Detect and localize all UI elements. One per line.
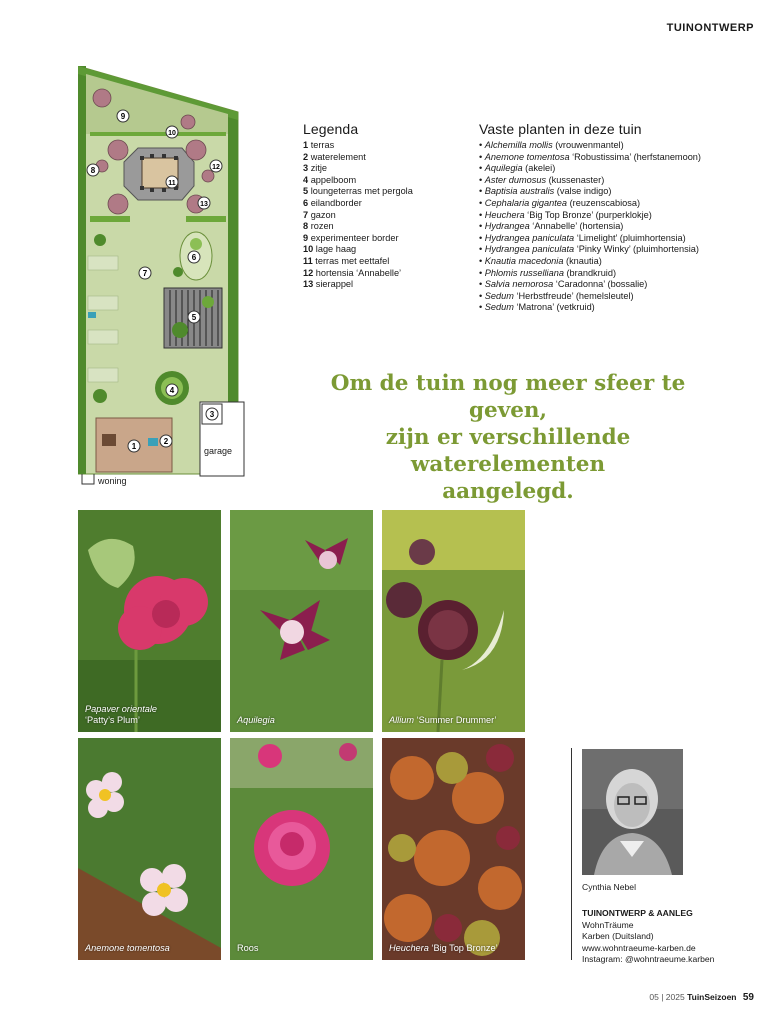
legend-item: 13 sierappel (303, 279, 354, 290)
plan-marker-6 (188, 251, 200, 263)
garden-plan (78, 66, 248, 486)
photo-heuchera (382, 738, 525, 960)
legend-item: 8 rozen (303, 221, 334, 232)
designer-portrait (582, 749, 683, 875)
footer-magazine: TuinSeizoen (687, 992, 737, 1002)
woning-label: woning (98, 476, 127, 486)
legend-item: 1 terras (303, 140, 335, 150)
plan-marker-13 (198, 197, 210, 209)
footer-issue: 05 | 2025 (649, 992, 685, 1002)
plan-marker-3 (206, 408, 218, 420)
svg-text:12: 12 (212, 164, 220, 171)
legend-item: 4 appelboom (303, 174, 357, 185)
plan-marker-8 (87, 164, 99, 176)
svg-text:7: 7 (142, 269, 148, 278)
photo-caption: Anemone tomentosa (85, 943, 170, 953)
plan-marker-5 (188, 311, 200, 323)
svg-text:1: 1 (131, 442, 137, 451)
allium-photo-image (382, 510, 525, 732)
photo-caption: Papaver orientale ‘Patty’s Plum’ (85, 704, 158, 725)
designer-company: WohnTräume (582, 919, 634, 930)
plant-item: • Hydrangea paniculata ‘Limelight’ (pluimhortensia) (479, 232, 686, 243)
heuchera-photo-image (382, 738, 525, 960)
plant-item: • Hydrangea ‘Annabelle’ (hortensia) (479, 221, 624, 232)
svg-text:9: 9 (120, 112, 126, 121)
anemone-photo-image (78, 738, 221, 960)
legend-item: 3 zitje (303, 163, 328, 174)
garden-plan-drawing (78, 66, 248, 486)
plant-item: • Aster dumosus (kussenaster) (479, 174, 605, 185)
designer-instagram[interactable]: Instagram: @wohntraeume.karben (582, 954, 715, 964)
svg-text:2: 2 (163, 437, 169, 446)
svg-text:13: 13 (200, 201, 208, 208)
photo-roos (230, 738, 373, 960)
aquilegia-photo-image (230, 510, 373, 732)
designer-location: Karben (Duitsland) (582, 931, 654, 941)
photo-allium (382, 510, 525, 732)
plan-marker-4 (166, 384, 178, 396)
papaver-photo-image (78, 510, 221, 732)
plants-title: Vaste planten in deze tuin (479, 121, 642, 137)
svg-text:11: 11 (168, 180, 176, 187)
plant-item: • Phlomis russelliana (brandkruid) (479, 267, 617, 278)
plan-marker-1 (128, 440, 140, 452)
designer-website[interactable]: www.wohntraeume-karben.de (582, 942, 696, 953)
svg-text:4: 4 (169, 386, 175, 395)
legend-item: 11 terras met eettafel (303, 255, 390, 266)
pull-quote-line: Om de tuin nog meer sfeer te geven, (330, 371, 686, 423)
pull-quote-line: aangelegd. (442, 479, 574, 504)
plan-marker-11 (166, 176, 178, 188)
designer-heading: TUINONTWERP & AANLEG (582, 908, 693, 918)
legend-item: 2 waterelement (303, 151, 366, 162)
garage-label: garage (204, 446, 233, 456)
legend-item: 10 lage haag (303, 244, 357, 255)
plant-item: • Sedum ‘Matrona’ (vetkruid) (479, 302, 595, 313)
plant-item: • Sedum ‘Herbstfreude’ (hemelsleutel) (479, 290, 634, 301)
legend-item: 7 gazon (303, 209, 336, 220)
plant-item: • Heuchera ‘Big Top Bronze’ (purperklokje) (479, 209, 652, 220)
plan-marker-9 (117, 110, 129, 122)
plant-item: • Baptisia australis (valse indigo) (479, 186, 612, 197)
plan-marker-12 (210, 160, 222, 172)
pull-quote (298, 370, 718, 505)
plant-item: • Aquilegia (akelei) (479, 163, 556, 174)
pull-quote-line: zijn er verschillende waterelementen (385, 425, 631, 477)
designer-info (582, 908, 714, 966)
legend-title: Legenda (303, 121, 359, 137)
photo-caption: Allium ‘Summer Drummer’ (389, 715, 497, 725)
portrait-image (582, 749, 683, 875)
svg-text:8: 8 (90, 166, 96, 175)
legend-list (303, 140, 473, 291)
plant-item: • Knautia macedonia (knautia) (479, 255, 602, 266)
legend (303, 121, 473, 291)
rose-photo-image (230, 738, 373, 960)
svg-text:6: 6 (191, 253, 197, 262)
photo-caption: Aquilegia (237, 715, 275, 725)
plan-marker-2 (160, 435, 172, 447)
plants-list (479, 121, 769, 314)
designer-name: Cynthia Nebel (582, 882, 636, 892)
plan-marker-10 (166, 126, 178, 138)
legend-item: 6 eilandborder (303, 197, 362, 208)
plants-items (479, 140, 769, 314)
legend-item: 5 loungeterras met pergola (303, 186, 413, 197)
page-number: 59 (742, 992, 754, 1003)
svg-text:10: 10 (168, 130, 176, 137)
photo-papaver (78, 510, 221, 732)
photo-anemone (78, 738, 221, 960)
section-label: TUINONTWERP (666, 22, 754, 34)
photo-aquilegia (230, 510, 373, 732)
designer-divider (571, 748, 572, 960)
photo-caption: Roos (237, 943, 259, 953)
plant-item: • Hydrangea paniculata ‘Pinky Winky’ (pluimhortensia) (479, 244, 699, 255)
plan-marker-7 (139, 267, 151, 279)
plant-item: • Alchemilla mollis (vrouwenmantel) (479, 140, 624, 150)
plant-item: • Cephalaria gigantea (reuzenscabiosa) (479, 197, 641, 208)
photo-caption: Heuchera ‘Big Top Bronze’ (389, 943, 498, 953)
plant-item: • Anemone tomentosa ‘Robustissima’ (herfstanemoon) (479, 151, 701, 162)
plant-item: • Salvia nemorosa ‘Caradonna’ (bossalie) (479, 279, 648, 290)
svg-text:5: 5 (191, 313, 197, 322)
page-footer (649, 992, 754, 1003)
svg-text:3: 3 (209, 410, 215, 419)
legend-item: 12 hortensia ‘Annabelle’ (303, 267, 402, 278)
legend-item: 9 experimenteer border (303, 232, 399, 243)
